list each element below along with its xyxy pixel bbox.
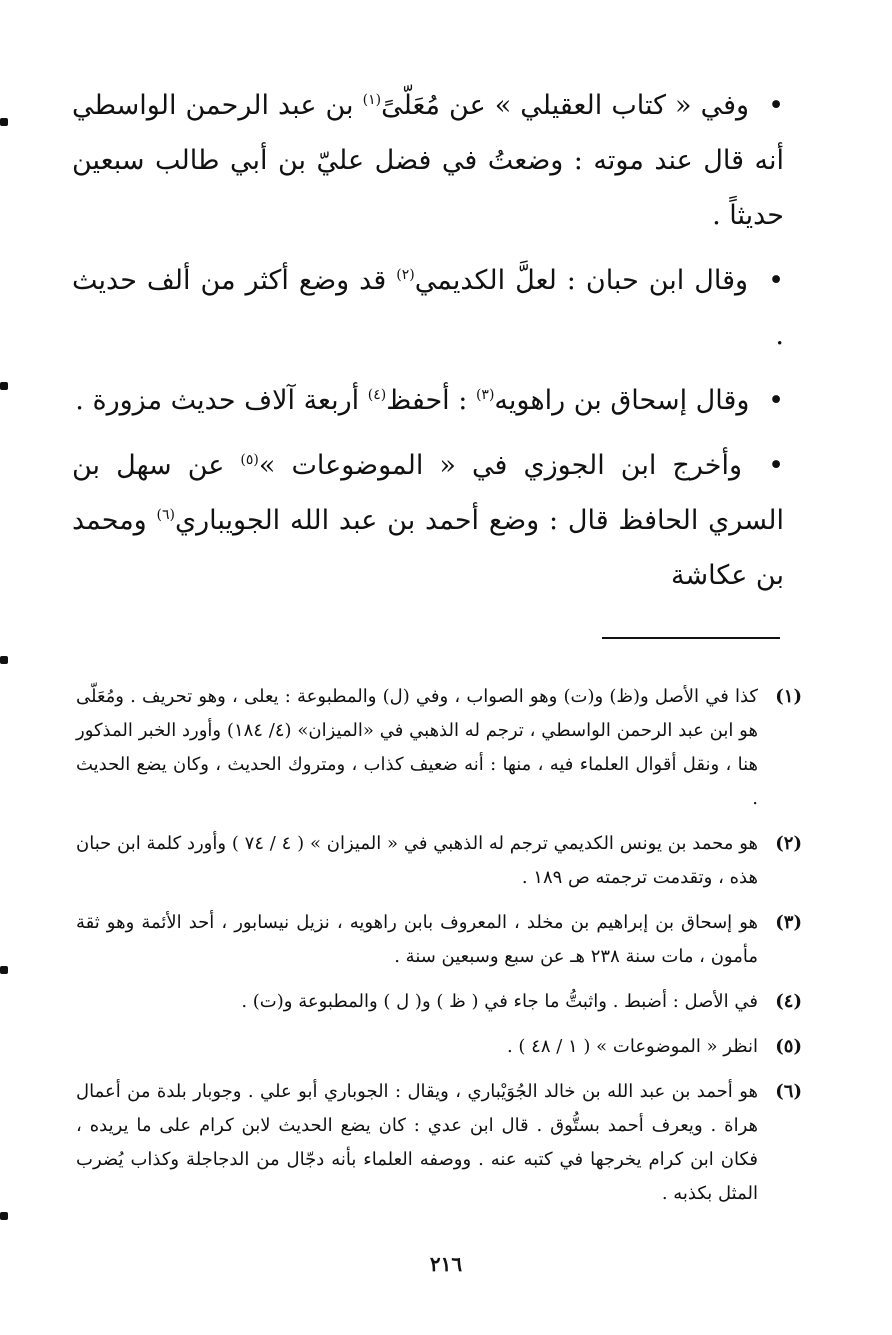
footnote-4 — [76, 985, 802, 1019]
bullet: • — [768, 90, 784, 121]
footnotes-section — [76, 680, 802, 1222]
paragraph-text: عن سهل بن السري الحافظ قال : وضع أحمد بن عبد الله الجويباري — [72, 450, 785, 536]
footnote-number: (٢) — [775, 833, 802, 854]
paragraph-text: ومحمد بن عكاشة — [72, 505, 784, 591]
footnote-text: هو إسحاق بن إبراهيم بن مخلد ، المعروف بابن راهويه ، نزيل نيسابور ، أحد الأئمة وهو ثقة مأمون ، مات سنة ٢٣٨ هـ عن سبع وسبعين سنة . — [76, 912, 758, 967]
paragraph-3 — [72, 373, 784, 428]
bullet: • — [768, 265, 784, 296]
paragraph-1 — [72, 78, 784, 243]
footnote-ref[interactable]: (٤) — [367, 387, 387, 403]
paragraph-text: بن عبد الرحمن الواسطي أنه قال عند موته : وضعتُ في فضل عليّ بن أبي طالب سبعين حديثاً . — [72, 90, 784, 231]
scan-edge-mark — [0, 382, 8, 390]
paragraph-text: وفي « كتاب العقيلي » عن مُعَلّىً — [381, 90, 750, 121]
main-text-block — [72, 78, 784, 613]
footnote-3 — [76, 906, 802, 974]
footnote-number: (٦) — [775, 1081, 802, 1102]
bullet: • — [768, 385, 784, 416]
footnote-2 — [76, 827, 802, 895]
footnote-text: في الأصل : أضبط . واثبتُّ ما جاء في ( ظ ) و( ل ) والمطبوعة و(ت) . — [241, 991, 758, 1012]
paragraph-text: وقال إسحاق بن راهويه — [494, 385, 750, 416]
paragraph-text: : أحفظ — [386, 385, 476, 416]
scan-edge-mark — [0, 1212, 8, 1220]
footnote-text: هو محمد بن يونس الكديمي ترجم له الذهبي في « الميزان » ( ٤ / ٧٤ ) وأورد كلمة ابن حبان هذه ، وتقدمت ترجمته ص ١٨٩ . — [76, 833, 758, 888]
footnote-5 — [76, 1030, 802, 1064]
paragraph-text: أربعة آلاف حديث مزورة . — [75, 385, 368, 416]
paragraph-text: قد وضع أكثر من ألف حديث . — [72, 265, 784, 351]
footnote-number: (٣) — [775, 912, 802, 933]
scan-edge-mark — [0, 118, 8, 126]
bullet: • — [768, 450, 784, 481]
page-number: ٢١٦ — [429, 1252, 463, 1276]
paragraph-2 — [72, 253, 784, 363]
scan-edge-mark — [0, 656, 8, 664]
footnote-text: كذا في الأصل و(ظ) و(ت) وهو الصواب ، وفي (ل) والمطبوعة : يعلى ، وهو تحريف . ومُعَلّى هو ابن عبد الرحمن الواسطي ، ترجم له الذهبي في «الميزان» (٤/ ١٨٤) وأورد الخبر المذكور هنا ، ونقل أقوال العلماء فيه ، منها : أنه ضعيف كذاب ، ومتروك الحديث ، وكان يضع الحديث . — [76, 686, 758, 809]
footnote-text: انظر « الموضوعات » ( ١ / ٤٨ ) . — [506, 1036, 758, 1057]
footnote-number: (٥) — [775, 1036, 802, 1057]
footnote-ref[interactable]: (٣) — [475, 387, 495, 403]
scan-edge-mark — [0, 966, 8, 974]
footnote-ref[interactable]: (١) — [362, 92, 382, 108]
footnote-separator — [602, 637, 780, 639]
footnote-number: (١) — [775, 686, 802, 707]
paragraph-text: وأخرج ابن الجوزي في « الموضوعات » — [258, 450, 742, 481]
footnote-number: (٤) — [775, 991, 802, 1012]
footnote-ref[interactable]: (٥) — [240, 452, 259, 468]
paragraph-4 — [72, 438, 784, 603]
footnote-text: هو أحمد بن عبد الله بن خالد الجُوَيْباري ، ويقال : الجوباري أبو علي . وجوبار بلدة من أعمال هراة . ويعرف أحمد بستُّوق . قال ابن عدي : كان يضع الحديث لابن كرام على ما يريده ، فكان ابن كرام يخرجها في كتبه عنه . ووصفه العلماء بأنه دجّال من الدجاجلة وكذاب يُضرب المثل بكذبه . — [76, 1081, 758, 1204]
paragraph-text: وقال ابن حبان : لعلَّ الكديمي — [414, 265, 749, 296]
footnote-6 — [76, 1075, 802, 1211]
footnote-1 — [76, 680, 802, 816]
footnote-ref[interactable]: (٢) — [396, 267, 415, 283]
footnote-ref[interactable]: (٦) — [156, 507, 175, 523]
